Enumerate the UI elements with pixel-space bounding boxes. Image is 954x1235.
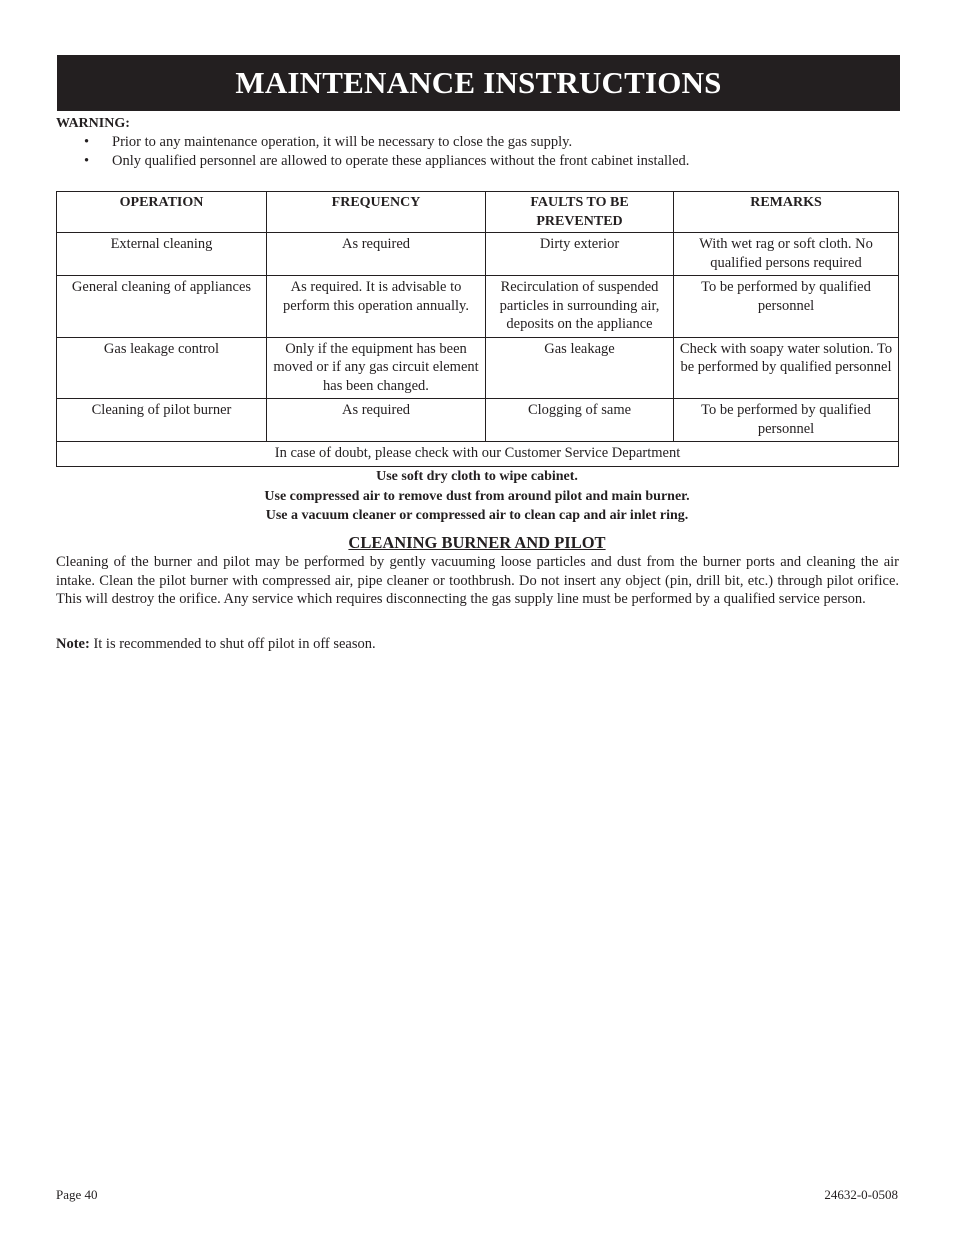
warning-item	[56, 152, 899, 171]
cell-operation: External cleaning	[57, 233, 267, 276]
page-title: MAINTENANCE INSTRUCTIONS	[57, 55, 900, 111]
section-paragraph: Cleaning of the burner and pilot may be performed by gently vacuuming loose particles and dust from the burner ports and cleaning the air intake. Clean the pilot burner with compressed air, pipe cleaner or toothbrush. Do not insert any object (pin, drill bit, etc.) through pilot orifice. This will destroy the orifice. Any service which requires disconnecting the gas supply line must be performed by a qualified service person.	[56, 554, 899, 608]
cell-remarks: Check with soapy water solution. To be performed by qualified personnel	[674, 337, 899, 399]
cleaning-note: Use compressed air to remove dust from around pilot and main burner.	[264, 488, 690, 504]
cell-faults: Dirty exterior	[486, 233, 674, 276]
cell-frequency: As required	[267, 399, 486, 442]
table-footer-note: In case of doubt, please check with our Customer Service Department	[57, 442, 899, 467]
header-operation: OPERATION	[57, 192, 267, 233]
cell-remarks: To be performed by qualified personnel	[674, 276, 899, 338]
warning-item-text: Only qualified personnel are allowed to operate these appliances without the front cabinet installed.	[112, 153, 690, 169]
note-label: Note:	[56, 636, 90, 652]
table-footer-row	[57, 442, 899, 467]
header-faults: FAULTS TO BE PREVENTED	[486, 192, 674, 233]
cell-operation: General cleaning of appliances	[57, 276, 267, 338]
cell-frequency: As required	[267, 233, 486, 276]
bullet-icon: •	[84, 134, 90, 150]
warning-block	[56, 114, 899, 171]
table-row	[57, 337, 899, 399]
cleaning-note: Use a vacuum cleaner or compressed air to clean cap and air inlet ring.	[265, 508, 689, 523]
note-line	[56, 635, 899, 654]
header-remarks: REMARKS	[674, 192, 899, 233]
table-row	[57, 399, 899, 442]
table-header-row	[57, 192, 899, 233]
section-heading: CLEANING BURNER AND PILOT	[348, 533, 606, 552]
table-row	[57, 276, 899, 338]
note-text: It is recommended to shut off pilot in off season.	[89, 636, 376, 652]
document-number: 24632-0-0508	[824, 1187, 898, 1202]
cell-frequency: Only if the equipment has been moved or if any gas circuit element has been changed.	[267, 337, 486, 399]
table-row	[57, 233, 899, 276]
warning-item	[56, 133, 899, 152]
cleaning-notes	[56, 467, 898, 526]
warning-list	[56, 133, 899, 171]
warning-item-text: Prior to any maintenance operation, it will be necessary to close the gas supply.	[112, 134, 573, 150]
cell-faults: Recirculation of suspended particles in surrounding air, deposits on the appliance	[486, 276, 674, 338]
cell-frequency: As required. It is advisable to perform this operation annually.	[267, 276, 486, 338]
warning-label: WARNING:	[56, 116, 130, 131]
cell-faults: Clogging of same	[486, 399, 674, 442]
maintenance-table	[56, 191, 899, 467]
cleaning-note: Use soft dry cloth to wipe cabinet.	[376, 469, 578, 484]
cell-faults: Gas leakage	[486, 337, 674, 399]
cell-remarks: To be performed by qualified personnel	[674, 399, 899, 442]
cell-remarks: With wet rag or soft cloth. No qualified persons required	[674, 233, 899, 276]
cell-operation: Gas leakage control	[57, 337, 267, 399]
cell-operation: Cleaning of pilot burner	[57, 399, 267, 442]
page-number: Page 40	[56, 1187, 98, 1202]
bullet-icon: •	[84, 153, 90, 169]
header-frequency: FREQUENCY	[267, 192, 486, 233]
